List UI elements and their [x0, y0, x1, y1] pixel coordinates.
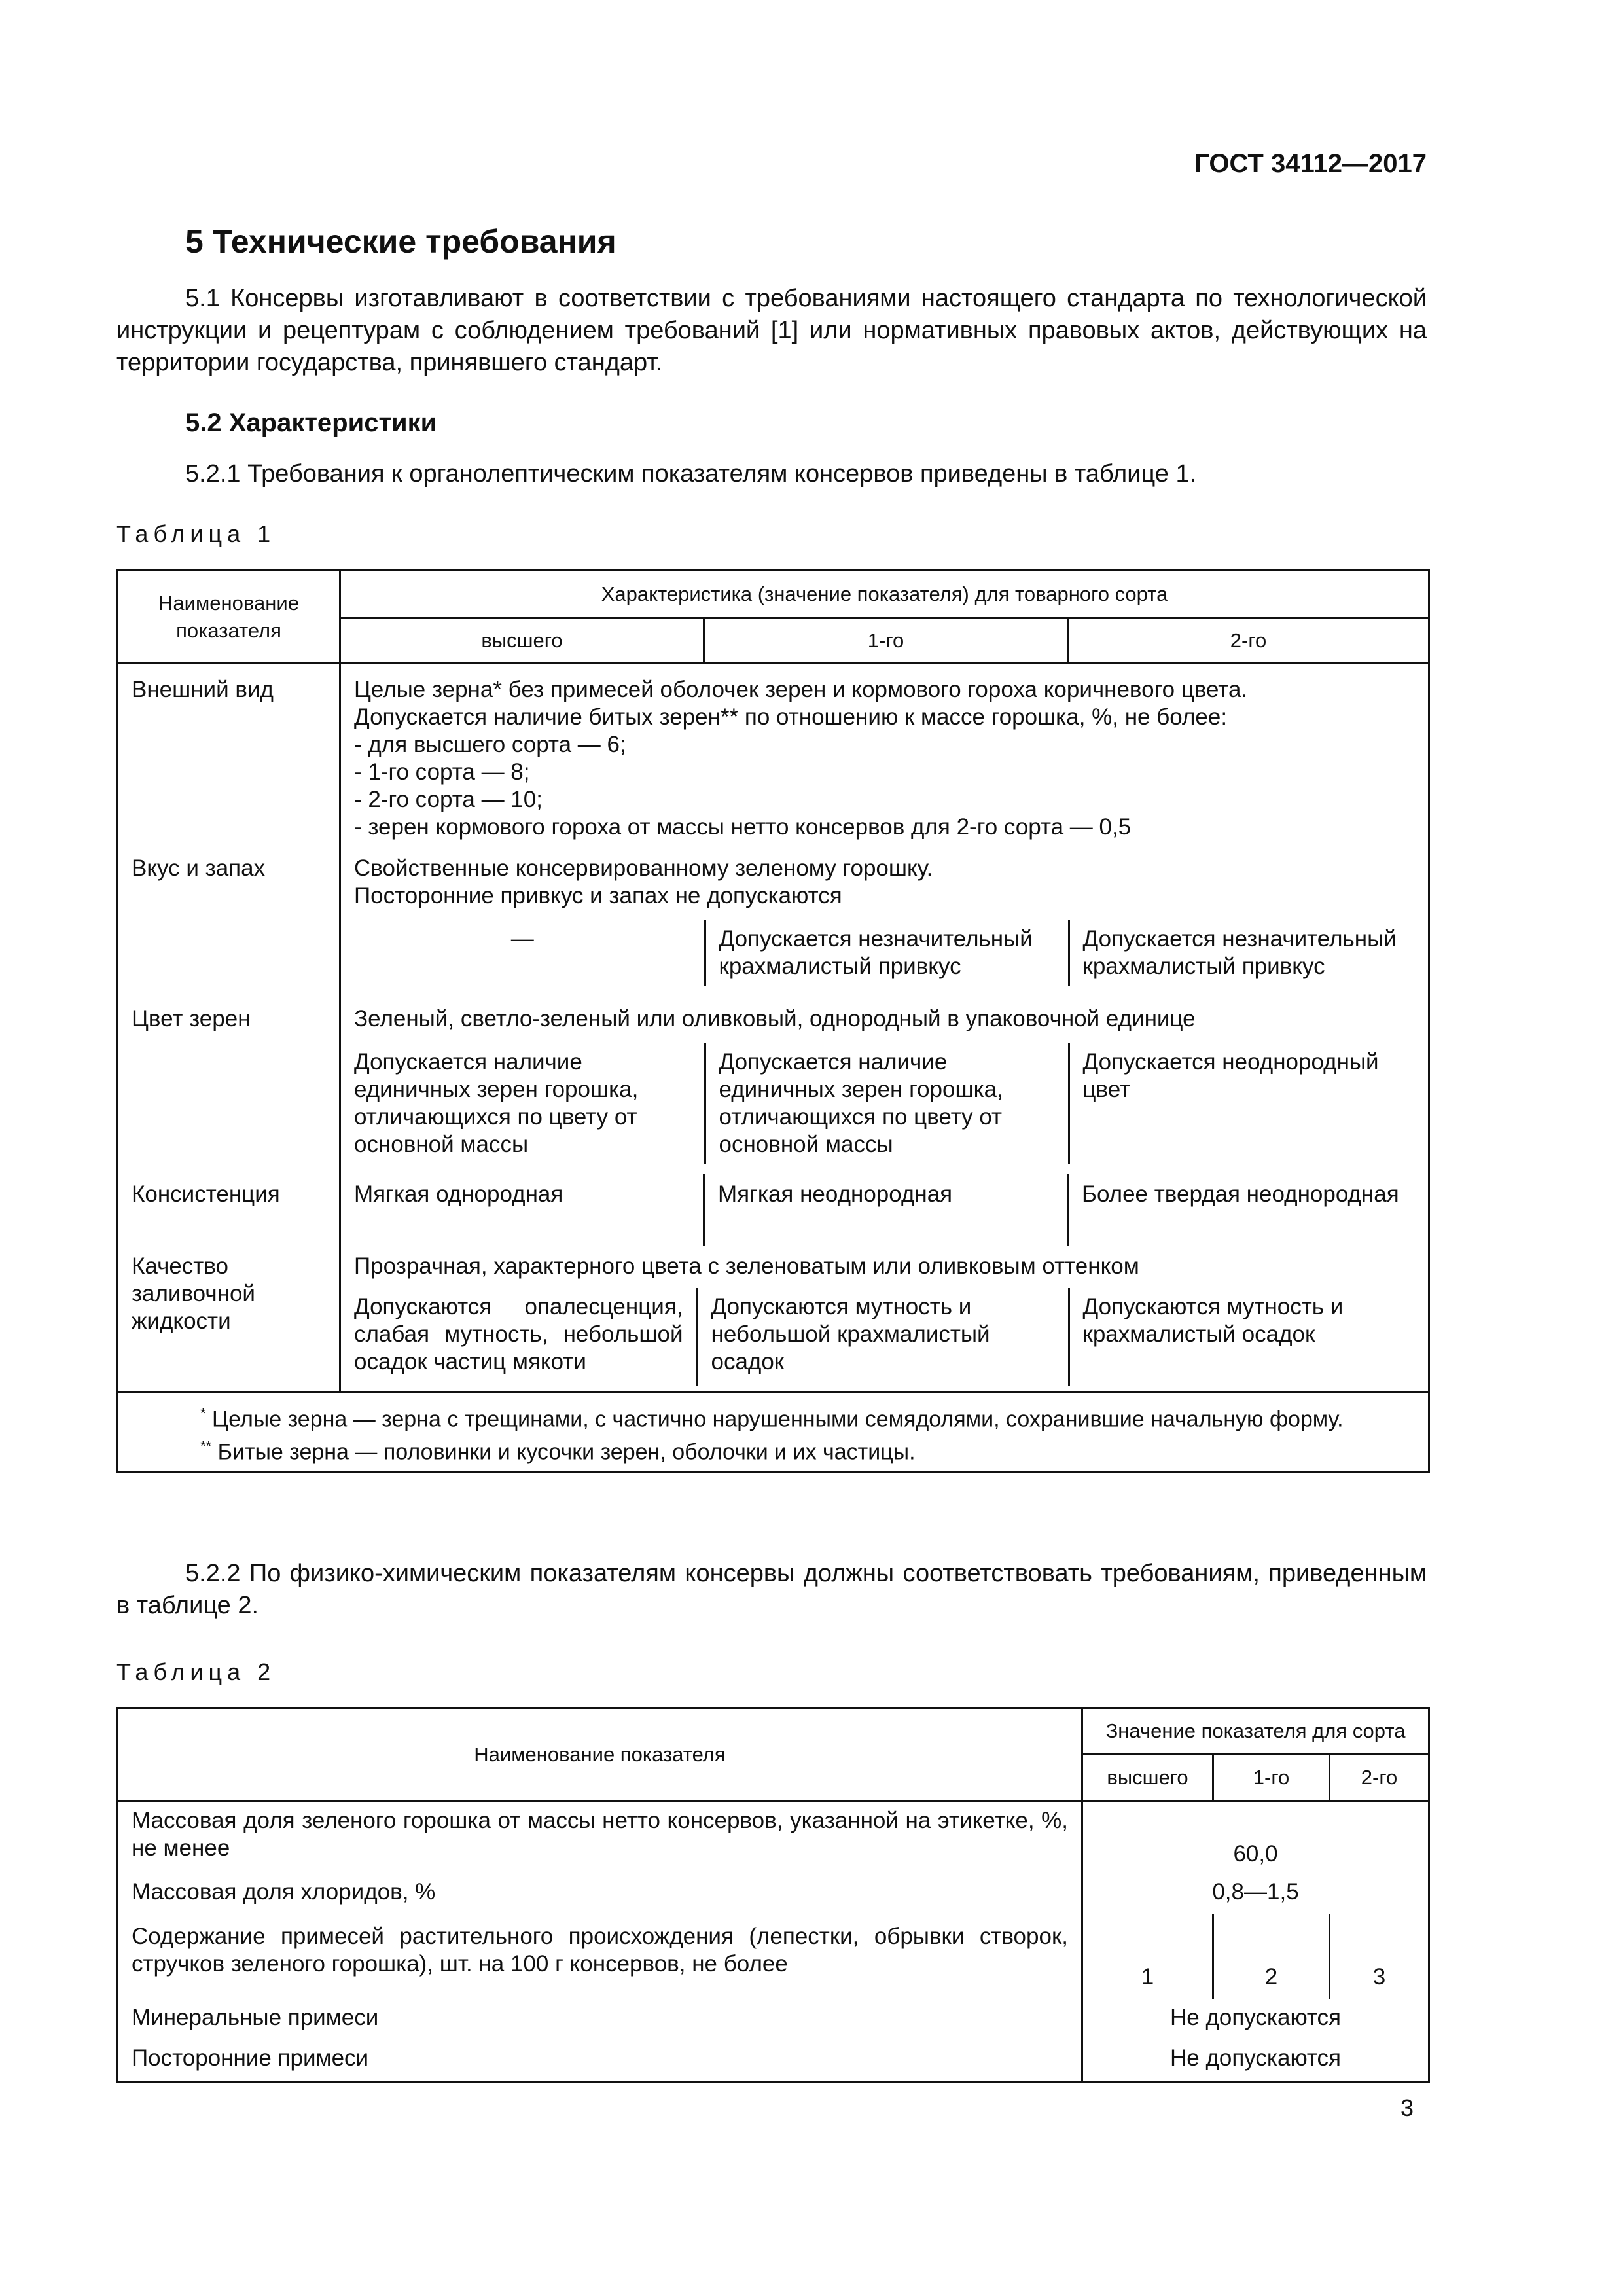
taste-common-line: Свойственные консервированному зеленому горошку.	[354, 855, 933, 881]
taste-grade-top: —	[510, 925, 534, 952]
color-grade-top: Допускается наличие единичных зерен горошка, отличающихся по цвету от основной массы	[354, 1049, 639, 1157]
row-taste-name: Вкус и запах	[118, 848, 340, 999]
taste-grade-1: Допускается незначительный крахмалистый привкус	[705, 920, 1069, 986]
taste-grade-2: Допускается незначительный крахмалистый привкус	[1069, 920, 1430, 986]
table1-header-name: Наименование показателя	[118, 571, 340, 664]
liquid-grade-1: Допускаются мутность и небольшой крахмалистый осадок	[697, 1288, 1069, 1386]
table2-row-value: 0,8—1,5	[1082, 1873, 1429, 1914]
table2-row-name: Минеральные примеси	[118, 1999, 1082, 2039]
table2-header-grade-1: 1-го	[1213, 1754, 1330, 1801]
table2-row-grade-1: 2	[1213, 1914, 1330, 1999]
paragraph-5-2-1-text: 5.2.1 Требования к органолептическим показателям консервов приведены в таблице 1.	[185, 460, 1197, 488]
table2-header-name: Наименование показателя	[118, 1708, 1082, 1801]
row-color-name: Цвет зерен	[118, 999, 340, 1174]
table2-header-grade-2: 2-го	[1330, 1754, 1429, 1801]
table2-caption: Таблица 2	[116, 1659, 276, 1685]
consistency-grade-top: Мягкая однородная	[340, 1174, 704, 1246]
consistency-grade-1: Мягкая неоднородная	[704, 1174, 1068, 1246]
liquid-grade-top: Допускаются опалесценция, слабая мутность, небольшой осадок частиц мякоти	[354, 1293, 683, 1374]
row-liquid-value	[340, 1246, 1429, 1393]
table1-header-grade-top: высшего	[340, 618, 704, 664]
table2-row-value: Не допускаются	[1082, 1999, 1429, 2039]
table1-header-group: Характеристика (значение показателя) для товарного сорта	[340, 571, 1429, 618]
footnote-2-mark: **	[200, 1438, 212, 1455]
color-common: Зеленый, светло-зеленый или оливковый, однородный в упаковочной единице	[354, 1005, 1196, 1031]
page-number: 3	[1400, 2094, 1414, 2121]
color-grade-2: Допускается неоднородный цвет	[1069, 1043, 1430, 1164]
document-code: ГОСТ 34112—2017	[1194, 149, 1427, 178]
paragraph-5-1-text: 5.1 Консервы изготавливают в соответствии с требованиями настоящего стандарта по технологической инструкции и рецептурам с соблюдением требований [1] или нормативных правовых актов, действующих на территории государства, принявшего стандарт.	[116, 285, 1427, 376]
row-liquid-name: Качество заливочной жидкости	[118, 1246, 340, 1393]
row-appearance-name: Внешний вид	[118, 664, 340, 848]
row-color-value	[340, 999, 1429, 1174]
liquid-grade-2: Допускаются мутность и крахмалистый осадок	[1069, 1288, 1430, 1386]
footnote-2	[132, 1433, 1415, 1465]
table2-header-grade-top: высшего	[1082, 1754, 1213, 1801]
footnote-1	[132, 1400, 1415, 1433]
row-consistency-name: Консистенция	[118, 1174, 340, 1246]
table2	[116, 1707, 1430, 2083]
appearance-line: - для высшего сорта — 6;	[354, 732, 626, 757]
consistency-grade-2: Более твердая неоднородная	[1068, 1174, 1429, 1246]
row-taste-value	[340, 848, 1429, 999]
table2-row-name: Массовая доля хлоридов, %	[118, 1873, 1082, 1914]
liquid-common: Прозрачная, характерного цвета с зеленоватым или оливковым оттенком	[354, 1253, 1139, 1279]
row-appearance-value	[340, 664, 1429, 848]
table1-footnotes	[118, 1393, 1429, 1473]
taste-common-line: Посторонние привкус и запах не допускаются	[354, 882, 842, 908]
footnote-2-text: Битые зерна — половинки и кусочки зерен, оболочки и их частицы.	[217, 1439, 916, 1465]
table2-row-name: Содержание примесей растительного происхождения (лепестки, обрывки створок, стручков зеленого горошка), шт. на 100 г консервов, не более	[118, 1914, 1082, 1999]
section-title: 5 Технические требования	[185, 223, 616, 260]
paragraph-5-1	[116, 283, 1427, 379]
appearance-line: Допускается наличие битых зерен** по отношению к массе горошка, %, не более:	[354, 704, 1228, 730]
table2-row-name: Посторонние примеси	[118, 2039, 1082, 2083]
appearance-line: Целые зерна* без примесей оболочек зерен и кормового гороха коричневого цвета.	[354, 677, 1248, 702]
color-grade-1: Допускается наличие единичных зерен горошка, отличающихся по цвету от основной массы	[705, 1043, 1069, 1164]
table1-caption: Таблица 1	[116, 520, 276, 547]
footnote-1-mark: *	[200, 1405, 206, 1422]
paragraph-5-2-2	[116, 1558, 1427, 1622]
table2-row-grade-2: 3	[1330, 1914, 1429, 1999]
paragraph-5-2-1	[116, 458, 1427, 490]
appearance-line: - 2-го сорта — 10;	[354, 787, 543, 812]
table1	[116, 569, 1430, 1473]
table2-row-value: 60,0	[1082, 1801, 1429, 1873]
appearance-line: - 1-го сорта — 8;	[354, 759, 530, 785]
paragraph-5-2-2-text: 5.2.2 По физико-химическим показателям консервы должны соответствовать требованиям, приведенным в таблице 2.	[116, 1560, 1427, 1619]
appearance-line: - зерен кормового гороха от массы нетто консервов для 2-го сорта — 0,5	[354, 814, 1132, 840]
subsection-title: 5.2 Характеристики	[185, 408, 437, 437]
table2-row-value: Не допускаются	[1082, 2039, 1429, 2083]
footnote-1-text: Целые зерна — зерна с трещинами, с частично нарушенными семядолями, сохранившие начальную форму.	[212, 1407, 1344, 1432]
table1-header-grade-2: 2-го	[1068, 618, 1429, 664]
table1-header-grade-1: 1-го	[704, 618, 1068, 664]
table2-row-name: Массовая доля зеленого горошка от массы нетто консервов, указанной на этикетке, %, не менее	[118, 1801, 1082, 1873]
table2-header-group: Значение показателя для сорта	[1082, 1708, 1429, 1754]
table2-row-grade-top: 1	[1082, 1914, 1213, 1999]
